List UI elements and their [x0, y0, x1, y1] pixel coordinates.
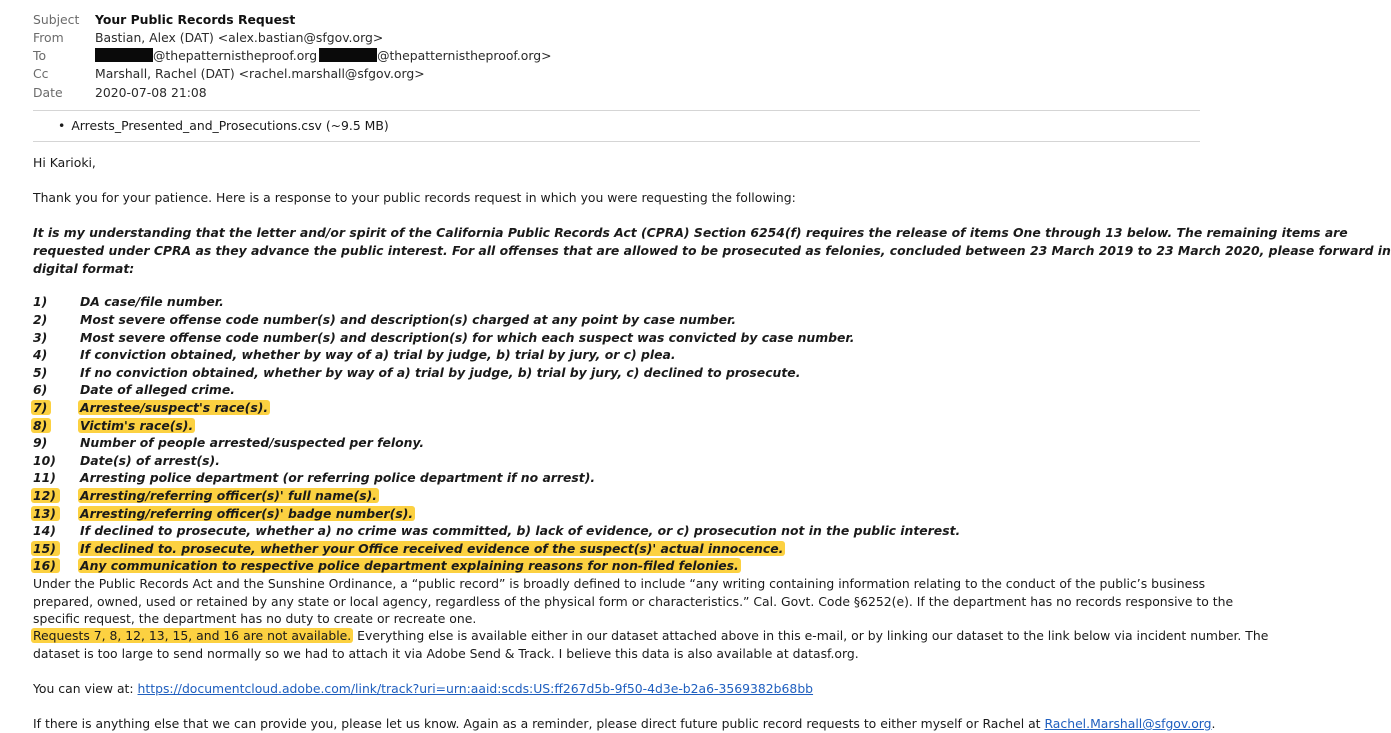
date-label: Date: [33, 85, 63, 100]
law-text-line: specific request, the department has no duty to create or recreate one.: [33, 611, 477, 626]
request-item: 4) If conviction obtained, whether by way of a) trial by judge, b) trial by jury, or c) plea.: [33, 347, 676, 362]
request-item-highlighted: 15) If declined to. prosecute, whether your Office received evidence of the suspect(s)' actual innocence.: [33, 541, 784, 556]
to-label: To: [33, 48, 47, 63]
request-item-highlighted: 12) Arresting/referring officer(s)' full name(s).: [33, 488, 377, 503]
request-item-highlighted: 8) Victim's race(s).: [33, 418, 194, 433]
request-text-line: It is my understanding that the letter and/or spirit of the California Public Records Act (CPRA) Section 6254(f) requires the release of items One through 13 below. The remaining items are: [33, 225, 1348, 240]
request-item: 11) Arresting police department (or referring police department if no arrest).: [33, 470, 596, 485]
to-row: [33, 47, 552, 65]
request-item: 3) Most severe offense code number(s) and description(s) for which each suspect was convicted by case number.: [33, 330, 855, 345]
request-item-highlighted: 7) Arrestee/suspect's race(s).: [33, 400, 269, 415]
request-item: 6) Date of alleged crime.: [33, 382, 235, 397]
to-address-2[interactable]: @thepatternistheproof.org>: [377, 48, 552, 63]
bullet-icon: •: [58, 118, 66, 133]
view-line: [33, 680, 813, 698]
to-address-1[interactable]: @thepatternistheproof.org: [153, 48, 318, 63]
email-subject: Your Public Records Request: [95, 12, 296, 27]
request-item: 9) Number of people arrested/suspected per felony.: [33, 435, 425, 450]
attachment-divider: [33, 141, 1200, 142]
law-text-line: Under the Public Records Act and the Sunshine Ordinance, a “public record” is broadly defined to include “any writing containing information relating to the conduct of the public’s business: [33, 576, 1206, 591]
request-item-highlighted: 16) Any communication to respective police department explaining reasons for non-filed felonies.: [33, 558, 739, 573]
availability-line: dataset is too large to send normally so we had to attach it via Adobe Send & Track. I believe this data is also available at datasf.org.: [33, 646, 859, 661]
law-text-line: prepared, owned, used or retained by any state or local agency, regardless of the physical form or characteristics.” Cal. Govt. Code §6252(e). If the department has no records responsive to the: [33, 594, 1234, 609]
availability-line: Requests 7, 8, 12, 13, 15, and 16 are not available. Everything else is available either in our dataset attached above in this e-mail, or by linking our dataset to the link below via incident number. The: [33, 628, 1269, 643]
from-row: [33, 29, 383, 47]
view-label: You can view at:: [33, 681, 138, 696]
request-item-highlighted: 13) Arresting/referring officer(s)' badge number(s).: [33, 506, 414, 521]
cc-address[interactable]: Marshall, Rachel (DAT) <rachel.marshall@sfgov.org>: [95, 66, 425, 81]
closing-line: If there is anything else that we can provide you, please let us know. Again as a reminder, please direct future public record requests to either myself or Rachel at Rachel.Marshall@sfgov.org.: [33, 716, 1216, 731]
cc-row: [33, 65, 425, 83]
greeting: Hi Karioki,: [33, 155, 96, 170]
from-label: From: [33, 30, 64, 45]
request-item: 2) Most severe offense code number(s) and description(s) charged at any point by case number.: [33, 312, 737, 327]
request-text-line: digital format:: [33, 261, 135, 276]
redaction-box: [319, 48, 377, 62]
request-item: 14) If declined to prosecute, whether a) no crime was committed, b) lack of evidence, or c) prosecution not in the public interest.: [33, 523, 961, 538]
subject-label: Subject: [33, 12, 80, 27]
date-row: [33, 84, 207, 102]
attachment-item[interactable]: [58, 117, 389, 135]
email-date: 2020-07-08 21:08: [95, 85, 207, 100]
request-item: 10) Date(s) of arrest(s).: [33, 453, 220, 468]
unavailable-notice: Requests 7, 8, 12, 13, 15, and 16 are not available.: [33, 628, 352, 643]
from-address[interactable]: Bastian, Alex (DAT) <alex.bastian@sfgov.org>: [95, 30, 384, 45]
request-item: 5) If no conviction obtained, whether by way of a) trial by judge, b) trial by jury, c) declined to prosecute.: [33, 365, 801, 380]
cc-label: Cc: [33, 66, 49, 81]
subject-row: [33, 11, 295, 29]
attachment-name[interactable]: Arrests_Presented_and_Prosecutions.csv (~9.5 MB): [71, 118, 389, 133]
document-link[interactable]: https://documentcloud.adobe.com/link/track?uri=urn:aaid:scds:US:ff267d5b-9f50-4d3e-b2a6-3569382b68bb: [137, 681, 814, 696]
header-divider: [33, 110, 1200, 111]
request-item: 1) DA case/file number.: [33, 294, 224, 309]
intro-text: Thank you for your patience. Here is a response to your public records request in which you were requesting the following:: [33, 190, 796, 205]
redaction-box: [95, 48, 153, 62]
request-text-line: requested under CPRA as they advance the public interest. For all offenses that are allowed to be prosecuted as felonies, concluded between 23 March 2019 to 23 March 2020, please forward in: [33, 243, 1391, 258]
email-link[interactable]: Rachel.Marshall@sfgov.org: [1044, 716, 1212, 731]
